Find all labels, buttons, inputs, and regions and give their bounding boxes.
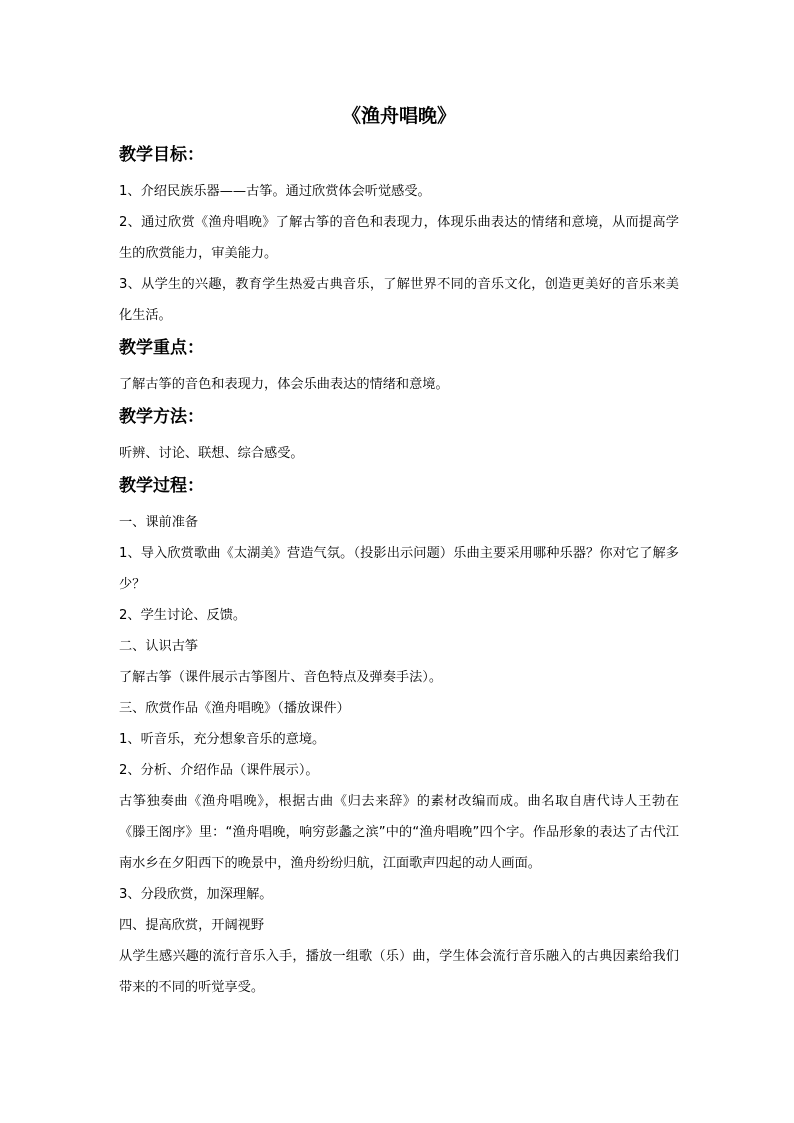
process-line-7: 1、听音乐，充分想象音乐的意境。 bbox=[119, 732, 326, 747]
process-line-6: 三、欣赏作品《渔舟唱晚》（播放课件） bbox=[119, 701, 350, 716]
heading-goals: 教学目标： bbox=[119, 145, 204, 165]
process-line-11: 四、提高欣赏，开阔视野 bbox=[119, 918, 265, 933]
process-line-12: 从学生感兴趣的流行音乐入手，播放一组歌（乐）曲，学生体会流行音乐融入的古典因素给我们带来的不同的听觉享受。 bbox=[119, 949, 679, 995]
process-line-1: 一、课前准备 bbox=[119, 515, 199, 530]
heading-process: 教学过程： bbox=[119, 476, 204, 496]
heading-focus: 教学重点： bbox=[119, 338, 204, 358]
focus-text: 了解古筝的音色和表现力，体会乐曲表达的情绪和意境。 bbox=[119, 377, 449, 392]
process-line-8: 2、分析、介绍作品（课件展示）。 bbox=[119, 763, 319, 778]
heading-methods: 教学方法： bbox=[119, 407, 204, 427]
process-line-3: 2、学生讨论、反馈。 bbox=[119, 608, 247, 623]
process-line-4: 二、认识古筝 bbox=[119, 639, 199, 654]
process-line-2: 1、导入欣赏歌曲《太湖美》营造气氛。（投影出示问题）乐曲主要采用哪种乐器？你对它了解多少？ bbox=[119, 546, 679, 592]
process-line-9: 古筝独奏曲《渔舟唱晚》，根据古曲《归去来辞》的素材改编而成。曲名取自唐代诗人王勃在《滕王阁序》里：“渔舟唱晚，响穷彭蠡之滨”中的“渔舟唱晚”四个字。作品形象的表达了古代江南水乡在夕阳西下的晚景中，渔舟纷纷归航，江面歌声四起的动人画面。 bbox=[119, 794, 679, 871]
document-title: 《渔舟唱晚》 bbox=[341, 105, 456, 127]
document-page bbox=[119, 100, 679, 1003]
goal-item-1: 1、介绍民族乐器——古筝。通过欣赏体会听觉感受。 bbox=[119, 184, 431, 199]
goal-item-3: 3、从学生的兴趣，教育学生热爱古典音乐，了解世界不同的音乐文化，创造更美好的音乐来美化生活。 bbox=[119, 277, 679, 323]
goal-item-2: 2、通过欣赏《渔舟唱晚》了解古筝的音色和表现力，体现乐曲表达的情绪和意境，从而提高学生的欣赏能力，审美能力。 bbox=[119, 215, 679, 261]
process-line-10: 3、分段欣赏，加深理解。 bbox=[119, 887, 273, 902]
process-line-5: 了解古筝（课件展示古筝图片、音色特点及弹奏手法）。 bbox=[119, 670, 443, 685]
methods-text: 听辨、讨论、联想、综合感受。 bbox=[119, 446, 304, 461]
